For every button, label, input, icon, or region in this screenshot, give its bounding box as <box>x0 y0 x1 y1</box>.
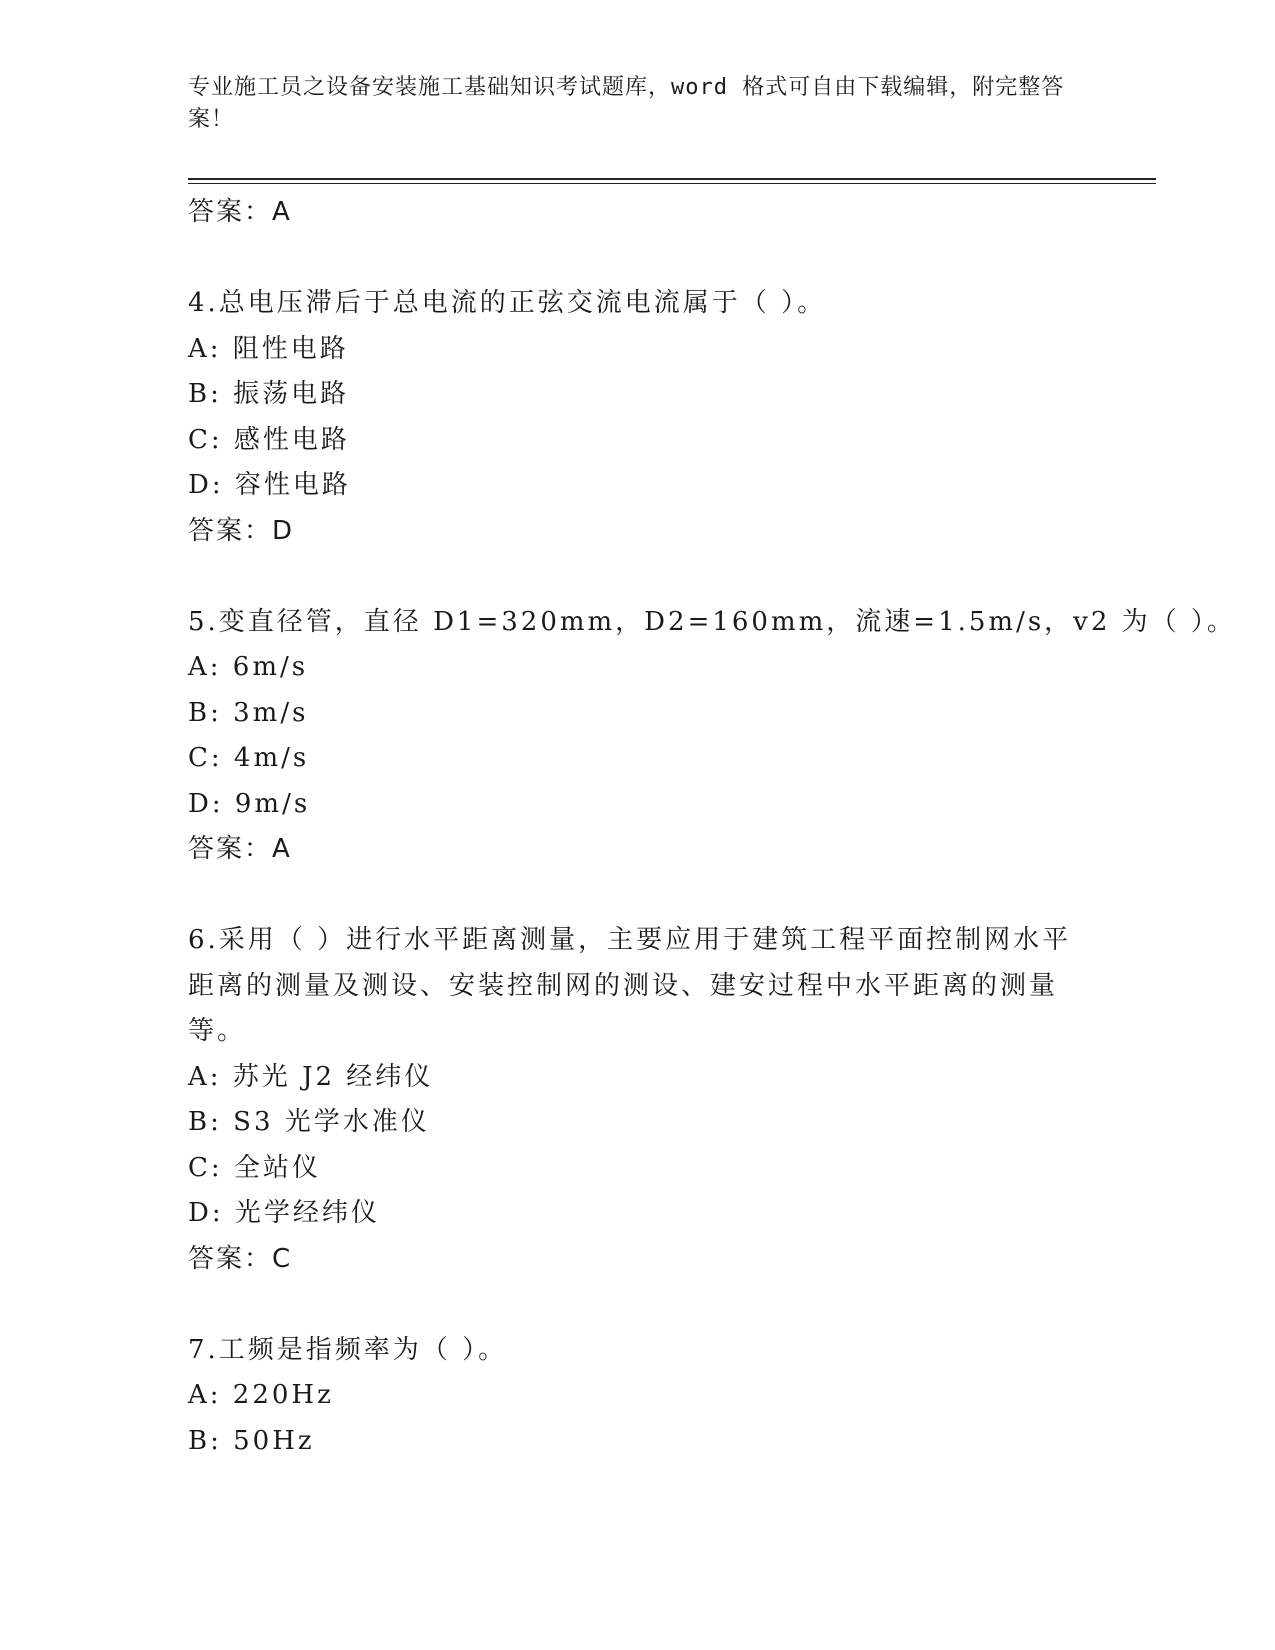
answer-4: 答案：D <box>188 515 295 546</box>
question-block-4 <box>188 281 1088 554</box>
question-6-option-a: A: 苏光 J2 经纬仪 <box>188 1061 434 1092</box>
question-4-option-a: A: 阻性电路 <box>188 333 349 364</box>
question-6-text-line-3: 等。 <box>188 1016 247 1046</box>
question-7-option-a: A: 220Hz <box>188 1380 334 1410</box>
spacer <box>188 1282 1088 1328</box>
question-6-text-line-1: 6.采用（ ）进行水平距离测量，主要应用于建筑工程平面控制网水平 <box>188 925 1072 955</box>
spacer <box>188 873 1088 919</box>
answer-6: 答案：C <box>188 1243 293 1274</box>
question-5-option-c: C: 4m/s <box>188 743 310 773</box>
answer-3: 答案：A <box>188 197 292 227</box>
answer-5: 答案：A <box>188 834 292 864</box>
question-block-6 <box>188 918 1088 1282</box>
question-5-option-a: A: 6m/s <box>188 652 309 682</box>
question-block-7 <box>188 1328 1088 1465</box>
question-6-option-c: C: 全站仪 <box>188 1152 321 1183</box>
question-4-text: 4.总电压滞后于总电流的正弦交流电流属于（ ）。 <box>188 288 827 318</box>
question-5-option-d: D: 9m/s <box>188 788 311 819</box>
question-7-text: 7.工频是指频率为（ ）。 <box>188 1334 508 1365</box>
question-6-option-d: D: 光学经纬仪 <box>188 1198 380 1228</box>
spacer <box>188 554 1088 600</box>
spacer <box>188 236 1088 282</box>
question-4-option-d: D: 容性电路 <box>188 470 351 500</box>
question-4-option-c: C: 感性电路 <box>188 424 350 455</box>
question-block-5 <box>188 600 1236 873</box>
question-content <box>188 190 1236 1464</box>
header-divider-thick <box>188 178 1156 180</box>
document-header: 专业施工员之设备安装施工基础知识考试题库，word 格式可自由下载编辑，附完整答案！ <box>188 75 1065 132</box>
question-6-option-b: B: S3 光学水准仪 <box>188 1107 430 1137</box>
question-5-text: 5.变直径管，直径 D1=320mm，D2=160mm，流速=1.5m/s，v2 为（ ）。 <box>188 606 1236 637</box>
question-4-option-b: B: 振荡电路 <box>188 379 350 409</box>
answer-block-3 <box>188 190 1088 236</box>
question-5-option-b: B: 3m/s <box>188 697 309 728</box>
header-divider-thin <box>188 183 1156 184</box>
question-7-option-b: B: 50Hz <box>188 1425 315 1456</box>
question-6-text-line-2: 距离的测量及测设、安装控制网的测设、建安过程中水平距离的测量 <box>188 970 1059 1001</box>
